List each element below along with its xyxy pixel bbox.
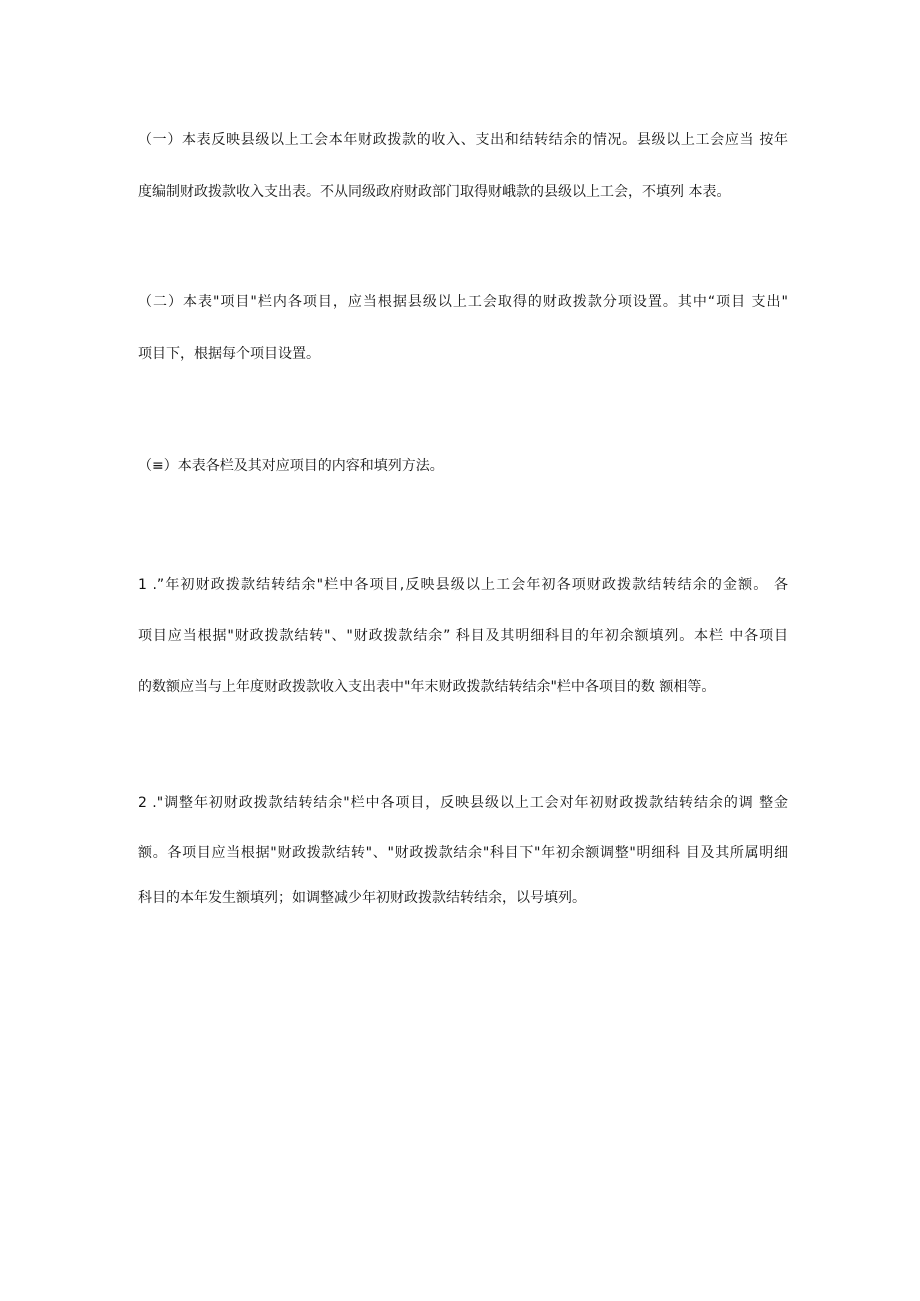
paragraph-line: 项目下，根据每个项目设置。 <box>138 346 320 362</box>
paragraph-line: 2 ."调整年初财政拨款结转结余"栏中各项目，反映县级以上工会对年初财政拨款结转结余的调 整金 <box>138 795 788 811</box>
paragraph-line: 项目应当根据"财政拨款结转"、"财政拨款结余” 科目及其明细科目的年初余额填列。本栏 中各项目 <box>138 628 788 644</box>
paragraph-line: （一）本表反映县级以上工会本年财政拨款的收入、支出和结转结余的情况。县级以上工会应当 按年 <box>138 132 788 148</box>
paragraph-line: 1 .”年初财政拨款结转结余"栏中各项目,反映县级以上工会年初各项财政拨款结转结余的金额。 各 <box>138 577 788 593</box>
paragraph-line: 科目的本年发生额填列；如调整减少年初财政拨款结转结余，以号填列。 <box>138 890 586 906</box>
paragraph-line: 的数额应当与上年度财政拨款收入支出表中"年末财政拨款结转结余"栏中各项目的数 额相等。 <box>138 679 716 695</box>
paragraph-line: 度编制财政拨款收入支出表。不从同级政府财政部门取得财峨款的县级以上工会，不填列 本表。 <box>138 184 731 200</box>
paragraph-line: （二）本表"项目"栏内各项目，应当根据县级以上工会取得的财政拨款分项设置。其中“项目 支出" <box>138 294 788 310</box>
paragraph-line: 额。各项目应当根据"财政拨款结转"、"财政拨款结余"科目下"年初余额调整"明细科 目及其所属明细 <box>138 845 788 861</box>
paragraph-line: （≡）本表各栏及其对应项目的内容和填列方法。 <box>138 458 444 474</box>
